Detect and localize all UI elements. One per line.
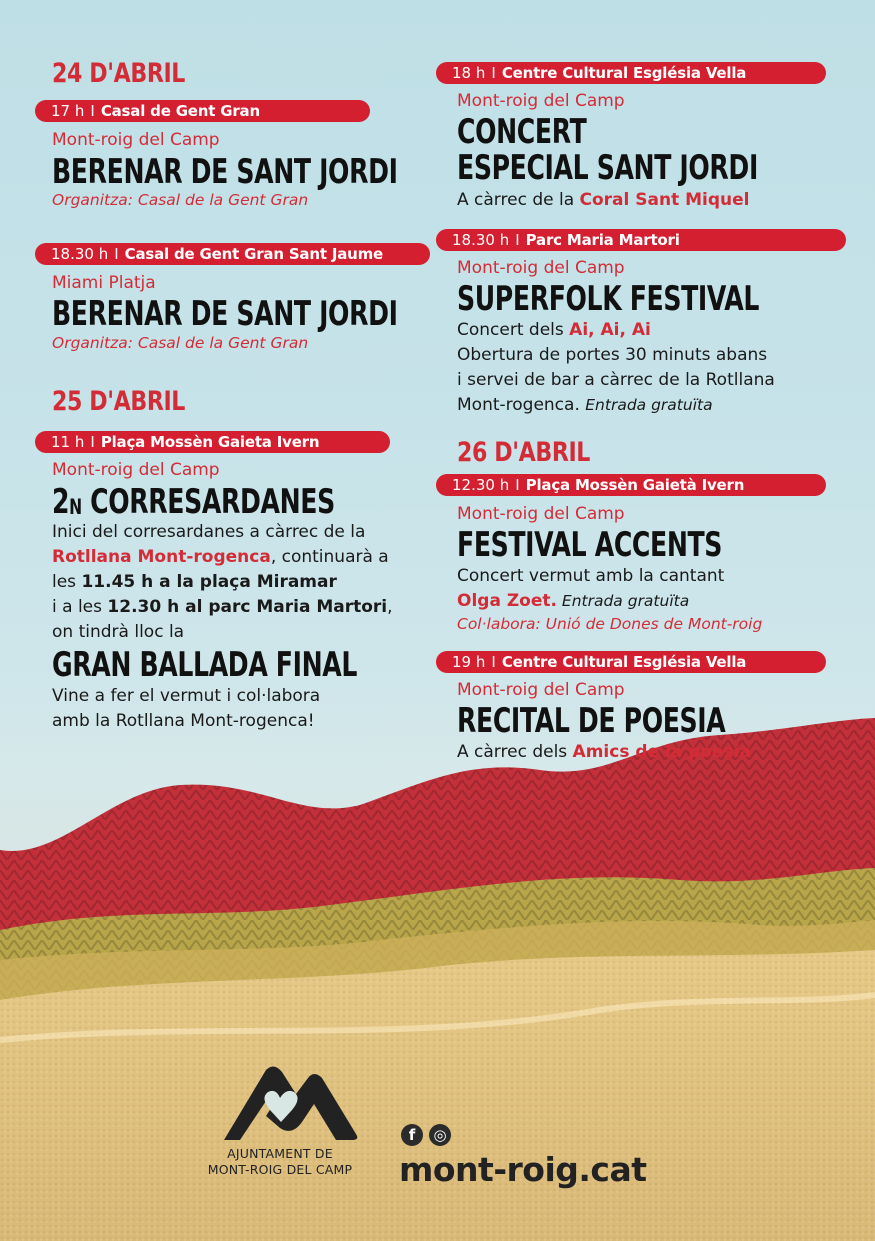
ajuntament-logo-icon [196, 1064, 366, 1144]
event-venue: Centre Cultural Església Vella [501, 64, 747, 82]
event-time: 11 h [51, 433, 85, 451]
event-time-venue-pill [436, 651, 826, 673]
day-heading-24: 24 D'ABRIL [52, 58, 185, 89]
title-number: 2 [52, 482, 70, 522]
event-subtitle: GRAN BALLADA FINAL [52, 645, 358, 685]
event-venue: Centre Cultural Església Vella [501, 653, 747, 671]
event-time-venue-pill [35, 431, 390, 453]
desc-line: on tindrà lloc la [52, 622, 185, 642]
event-location: Mont-roig del Camp [52, 130, 220, 150]
desc-line [52, 545, 393, 570]
event-venue: Plaça Mossèn Gaieta Ivern [100, 433, 320, 451]
desc-text: les [52, 572, 82, 592]
social-icons [401, 1124, 451, 1146]
event-title: FESTIVAL ACCENTS [457, 525, 723, 565]
event-location: Mont-roig del Camp [457, 258, 625, 278]
desc-line [52, 570, 393, 595]
desc-highlight: Amics de la poesia [572, 742, 751, 762]
desc-text: , [387, 597, 393, 617]
desc-italic: Entrada gratuïta [556, 592, 690, 610]
title-ordinal: N [69, 495, 82, 519]
separator: I [515, 231, 520, 249]
event-title: BERENAR DE SANT JORDI [52, 152, 398, 192]
event-time: 19 h [452, 653, 486, 671]
separator: I [491, 653, 496, 671]
event-organizer: Organitza: Casal de la Gent Gran [52, 191, 309, 209]
desc-line [52, 595, 393, 620]
desc-bold: 11.45 h a la plaça Miramar [81, 572, 337, 592]
event-description [457, 188, 750, 213]
event-title: BERENAR DE SANT JORDI [52, 294, 398, 334]
desc-highlight: Coral Sant Miquel [579, 190, 750, 210]
facebook-icon[interactable]: f [401, 1124, 423, 1146]
logo-text-line: MONT-ROIG DEL CAMP [207, 1162, 353, 1177]
event-time: 18.30 h [452, 231, 510, 249]
event-description [457, 318, 775, 418]
day-heading-26: 26 D'ABRIL [457, 437, 590, 468]
event-venue: Plaça Mossèn Gaietà Ivern [525, 476, 745, 494]
event-description [457, 740, 751, 765]
desc-text: Concert dels [457, 320, 570, 340]
logo-text-line: AJUNTAMENT DE [227, 1146, 333, 1161]
event-description [52, 520, 393, 645]
desc-line [457, 318, 775, 343]
event-location: Miami Platja [52, 273, 156, 293]
desc-bold: 12.30 h al parc Maria Martori [107, 597, 388, 617]
desc-line: i servei de bar a càrrec de la Rotllana [457, 370, 775, 390]
event-venue: Casal de Gent Gran Sant Jaume [124, 245, 384, 263]
event-description [457, 564, 724, 614]
title-rest: CORRESARDANES [81, 482, 335, 522]
desc-line: Vine a fer el vermut i col·labora [52, 686, 321, 706]
event-location: Mont-roig del Camp [457, 504, 625, 524]
event-time: 12.30 h [452, 476, 510, 494]
event-title: RECITAL DE POESIA [457, 701, 726, 741]
event-time: 18 h [452, 64, 486, 82]
desc-text: A càrrec de la [457, 190, 580, 210]
event-venue: Parc Maria Martori [525, 231, 680, 249]
event-organizer: Organitza: Casal de la Gent Gran [52, 334, 309, 352]
website-link[interactable]: mont-roig.cat [399, 1150, 647, 1189]
desc-highlight: Rotllana Mont-rogenca [52, 547, 271, 567]
desc-line [457, 393, 775, 418]
separator: I [90, 433, 95, 451]
event-time: 18.30 h [51, 245, 109, 263]
separator: I [114, 245, 119, 263]
event-title [52, 482, 335, 524]
desc-line: Obertura de portes 30 minuts abans [457, 345, 768, 365]
event-time: 17 h [51, 102, 85, 120]
desc-text: A càrrec dels [457, 742, 573, 762]
event-time-venue-pill [436, 62, 826, 84]
event-description [52, 684, 320, 734]
desc-text: Mont-rogenca. [457, 395, 586, 415]
event-location: Mont-roig del Camp [457, 680, 625, 700]
event-title: SUPERFOLK FESTIVAL [457, 279, 760, 319]
desc-italic: Entrada gratuïta [585, 396, 713, 414]
desc-line [457, 589, 724, 614]
event-collaborator: Col·labora: Unió de Dones de Mont-roig [457, 615, 763, 633]
separator: I [90, 102, 95, 120]
event-venue: Casal de Gent Gran [100, 102, 260, 120]
event-title-line: ESPECIAL SANT JORDI [457, 148, 758, 188]
event-time-venue-pill [35, 243, 430, 265]
event-time-venue-pill [35, 100, 370, 122]
desc-text: i a les [52, 597, 108, 617]
event-time-venue-pill [436, 229, 846, 251]
instagram-icon[interactable]: ◎ [429, 1124, 451, 1146]
separator: I [515, 476, 520, 494]
desc-highlight: Olga Zoet. [457, 591, 557, 611]
desc-line: amb la Rotllana Mont-rogenca! [52, 711, 315, 731]
desc-text: , continuarà a [270, 547, 389, 567]
separator: I [491, 64, 496, 82]
day-heading-25: 25 D'ABRIL [52, 386, 185, 417]
event-time-venue-pill [436, 474, 826, 496]
event-title-line: CONCERT [457, 112, 587, 152]
ajuntament-name [190, 1146, 370, 1178]
event-location: Mont-roig del Camp [52, 460, 220, 480]
desc-highlight: Ai, Ai, Ai [569, 320, 651, 340]
desc-line: Concert vermut amb la cantant [457, 566, 725, 586]
event-location: Mont-roig del Camp [457, 91, 625, 111]
desc-line: Inici del corresardanes a càrrec de la [52, 522, 366, 542]
